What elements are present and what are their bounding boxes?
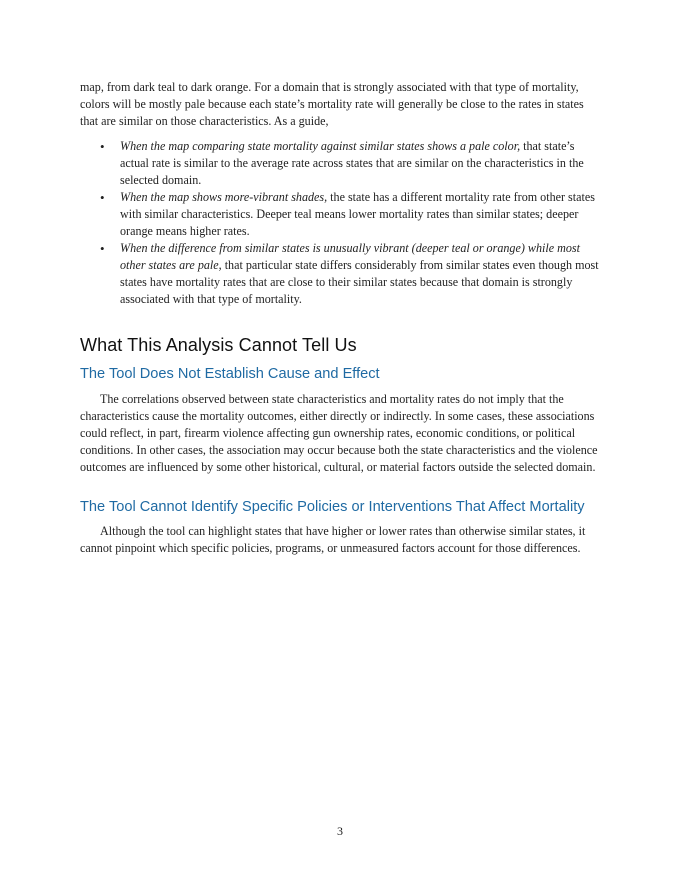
subsection-heading-policies: The Tool Cannot Identify Specific Policies or Interventions That Affect Mortality (80, 498, 585, 515)
subsection-heading-cause-effect: The Tool Does Not Establish Cause and Effect (80, 366, 380, 382)
bullet-item (120, 189, 602, 240)
bullet-text: the state has a different mortality rate from other states with similar characteristics. Deeper teal means lower mortality rates than similar states; deeper orange means higher rates. (120, 190, 595, 238)
page-content (80, 79, 602, 557)
guide-bullet-list (80, 138, 602, 308)
subsection-body-cause-effect: The correlations observed between state characteristics and mortality rates do not imply that the characteristics cause the mortality outcomes, either directly or indirectly. In some cases, these associations could reflect, in part, firearm violence affecting gun ownership rates, economic conditions, or political conditions. In other cases, the association may occur because both the state characteristics and the violence outcomes are influenced by some other historical, cultural, or material factors outside the selected domain. (80, 391, 598, 474)
bullet-item (120, 138, 602, 189)
bullet-text: that particular state differs considerably from similar states even though most states have mortality rates that are close to their similar states because that domain is strongly associated with that type of mortality. (120, 258, 599, 306)
intro-paragraph: map, from dark teal to dark orange. For a domain that is strongly associated with that type of mortality, colors will be mostly pale because each state’s mortality rate will generally be close to the rates in states that are similar on those characteristics. As a guide, (80, 80, 584, 128)
bullet-lead: When the difference from similar states is unusually vibrant (deeper teal or orange) while most other states are pale, (120, 241, 580, 272)
bullet-item (120, 240, 602, 308)
page-number: 3 (337, 824, 343, 838)
bullet-text: that state’s actual rate is similar to the average rate across states that are similar on the characteristics in the selected domain. (120, 139, 584, 187)
bullet-lead: When the map shows more-vibrant shades, (120, 190, 328, 204)
bullet-lead: When the map comparing state mortality against similar states shows a pale color, (120, 139, 521, 153)
subsection-body-policies: Although the tool can highlight states that have higher or lower rates than otherwise similar states, it cannot pinpoint which specific policies, programs, or unmeasured factors account for those differences. (80, 524, 586, 555)
section-heading: What This Analysis Cannot Tell Us (80, 335, 357, 355)
